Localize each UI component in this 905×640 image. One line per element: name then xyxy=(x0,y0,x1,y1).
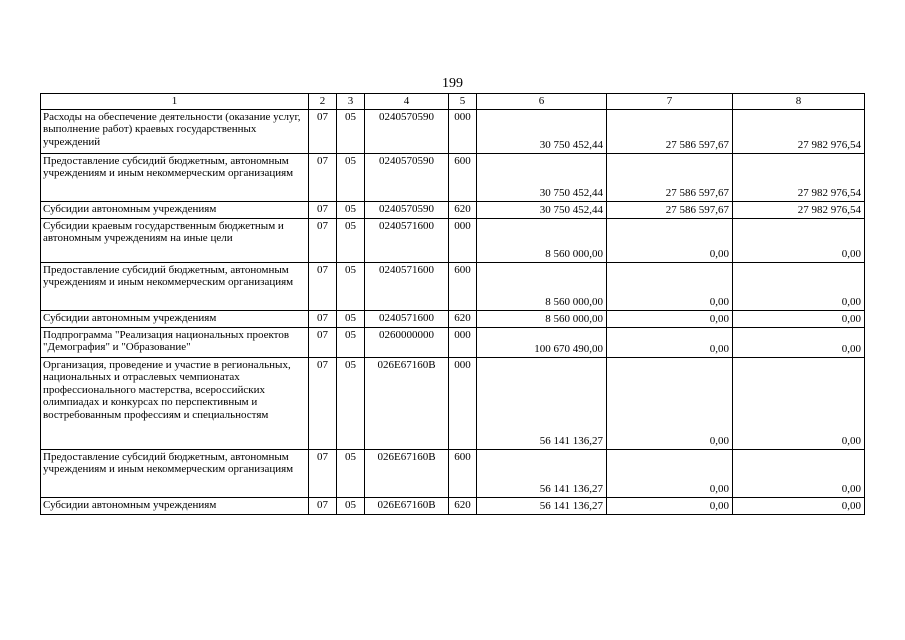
item-name-cell: Расходы на обеспечение деятельности (оказание услуг, выполнение работ) краевых государственных учреждений xyxy=(41,109,309,153)
item-name-cell: Субсидии автономным учреждениям xyxy=(41,310,309,327)
section-code-cell: 07 xyxy=(309,327,337,357)
target-article-cell: 026E67160B xyxy=(365,357,449,449)
item-name-cell: Субсидии автономным учреждениям xyxy=(41,201,309,218)
expense-type-cell: 000 xyxy=(449,357,477,449)
section-code-cell: 07 xyxy=(309,449,337,497)
amount-year3-cell: 0,00 xyxy=(733,497,865,514)
amount-year1-cell: 30 750 452,44 xyxy=(477,153,607,201)
page-number: 199 xyxy=(442,76,463,91)
target-article-cell: 0240571600 xyxy=(365,310,449,327)
amount-year2-cell: 0,00 xyxy=(607,497,733,514)
expense-type-cell: 620 xyxy=(449,310,477,327)
subsection-code-cell: 05 xyxy=(337,109,365,153)
section-code-cell: 07 xyxy=(309,201,337,218)
subsection-code-cell: 05 xyxy=(337,497,365,514)
amount-year2-cell: 27 586 597,67 xyxy=(607,153,733,201)
section-code-cell: 07 xyxy=(309,310,337,327)
amount-year3-cell: 0,00 xyxy=(733,449,865,497)
subsection-code-cell: 05 xyxy=(337,449,365,497)
amount-year1-cell: 30 750 452,44 xyxy=(477,109,607,153)
table-row xyxy=(41,153,865,201)
header-cell: 7 xyxy=(607,94,733,110)
amount-year3-cell: 27 982 976,54 xyxy=(733,109,865,153)
amount-year1-cell: 100 670 490,00 xyxy=(477,327,607,357)
target-article-cell: 0240571600 xyxy=(365,218,449,262)
target-article-cell: 0240570590 xyxy=(365,201,449,218)
amount-year3-cell: 0,00 xyxy=(733,327,865,357)
header-cell: 8 xyxy=(733,94,865,110)
header-cell: 3 xyxy=(337,94,365,110)
header-cell: 4 xyxy=(365,94,449,110)
amount-year1-cell: 56 141 136,27 xyxy=(477,449,607,497)
table-row xyxy=(41,201,865,218)
amount-year1-cell: 8 560 000,00 xyxy=(477,262,607,310)
expense-type-cell: 000 xyxy=(449,109,477,153)
amount-year2-cell: 0,00 xyxy=(607,357,733,449)
table-row xyxy=(41,497,865,514)
amount-year3-cell: 27 982 976,54 xyxy=(733,153,865,201)
target-article-cell: 0240571600 xyxy=(365,262,449,310)
amount-year3-cell: 0,00 xyxy=(733,310,865,327)
table-row xyxy=(41,109,865,153)
amount-year2-cell: 27 586 597,67 xyxy=(607,201,733,218)
subsection-code-cell: 05 xyxy=(337,262,365,310)
subsection-code-cell: 05 xyxy=(337,310,365,327)
amount-year2-cell: 27 586 597,67 xyxy=(607,109,733,153)
table-row xyxy=(41,449,865,497)
amount-year1-cell: 8 560 000,00 xyxy=(477,218,607,262)
header-cell: 6 xyxy=(477,94,607,110)
section-code-cell: 07 xyxy=(309,153,337,201)
amount-year3-cell: 0,00 xyxy=(733,262,865,310)
header-cell: 2 xyxy=(309,94,337,110)
section-code-cell: 07 xyxy=(309,497,337,514)
amount-year1-cell: 56 141 136,27 xyxy=(477,497,607,514)
amount-year2-cell: 0,00 xyxy=(607,327,733,357)
amount-year3-cell: 0,00 xyxy=(733,218,865,262)
item-name-cell: Организация, проведение и участие в региональных, национальных и отраслевых чемпионатах профессионального мастерства, всероссийских олимпиадах и конкурсах по перспективным и востребованным профессиям и специальностям xyxy=(41,357,309,449)
target-article-cell: 0240570590 xyxy=(365,153,449,201)
expense-type-cell: 620 xyxy=(449,201,477,218)
header-cell: 5 xyxy=(449,94,477,110)
table-row xyxy=(41,218,865,262)
subsection-code-cell: 05 xyxy=(337,327,365,357)
target-article-cell: 0260000000 xyxy=(365,327,449,357)
subsection-code-cell: 05 xyxy=(337,201,365,218)
table-row xyxy=(41,262,865,310)
amount-year1-cell: 30 750 452,44 xyxy=(477,201,607,218)
header-cell: 1 xyxy=(41,94,309,110)
expense-type-cell: 000 xyxy=(449,218,477,262)
item-name-cell: Субсидии краевым государственным бюджетным и автономным учреждениям на иные цели xyxy=(41,218,309,262)
table-header-row xyxy=(41,94,865,110)
expense-type-cell: 600 xyxy=(449,153,477,201)
section-code-cell: 07 xyxy=(309,357,337,449)
amount-year1-cell: 8 560 000,00 xyxy=(477,310,607,327)
section-code-cell: 07 xyxy=(309,218,337,262)
item-name-cell: Предоставление субсидий бюджетным, автономным учреждениям и иным некоммерческим организациям xyxy=(41,449,309,497)
amount-year2-cell: 0,00 xyxy=(607,449,733,497)
table-row xyxy=(41,357,865,449)
amount-year2-cell: 0,00 xyxy=(607,218,733,262)
item-name-cell: Субсидии автономным учреждениям xyxy=(41,497,309,514)
item-name-cell: Подпрограмма "Реализация национальных проектов "Демография" и "Образование" xyxy=(41,327,309,357)
expense-type-cell: 600 xyxy=(449,262,477,310)
table-row xyxy=(41,310,865,327)
subsection-code-cell: 05 xyxy=(337,357,365,449)
subsection-code-cell: 05 xyxy=(337,218,365,262)
amount-year3-cell: 27 982 976,54 xyxy=(733,201,865,218)
target-article-cell: 0240570590 xyxy=(365,109,449,153)
item-name-cell: Предоставление субсидий бюджетным, автономным учреждениям и иным некоммерческим организациям xyxy=(41,262,309,310)
amount-year2-cell: 0,00 xyxy=(607,310,733,327)
expense-type-cell: 000 xyxy=(449,327,477,357)
target-article-cell: 026E67160B xyxy=(365,449,449,497)
target-article-cell: 026E67160B xyxy=(365,497,449,514)
table-row xyxy=(41,327,865,357)
amount-year3-cell: 0,00 xyxy=(733,357,865,449)
budget-table xyxy=(40,93,865,515)
expense-type-cell: 600 xyxy=(449,449,477,497)
subsection-code-cell: 05 xyxy=(337,153,365,201)
item-name-cell: Предоставление субсидий бюджетным, автономным учреждениям и иным некоммерческим организациям xyxy=(41,153,309,201)
amount-year1-cell: 56 141 136,27 xyxy=(477,357,607,449)
section-code-cell: 07 xyxy=(309,109,337,153)
expense-type-cell: 620 xyxy=(449,497,477,514)
section-code-cell: 07 xyxy=(309,262,337,310)
amount-year2-cell: 0,00 xyxy=(607,262,733,310)
